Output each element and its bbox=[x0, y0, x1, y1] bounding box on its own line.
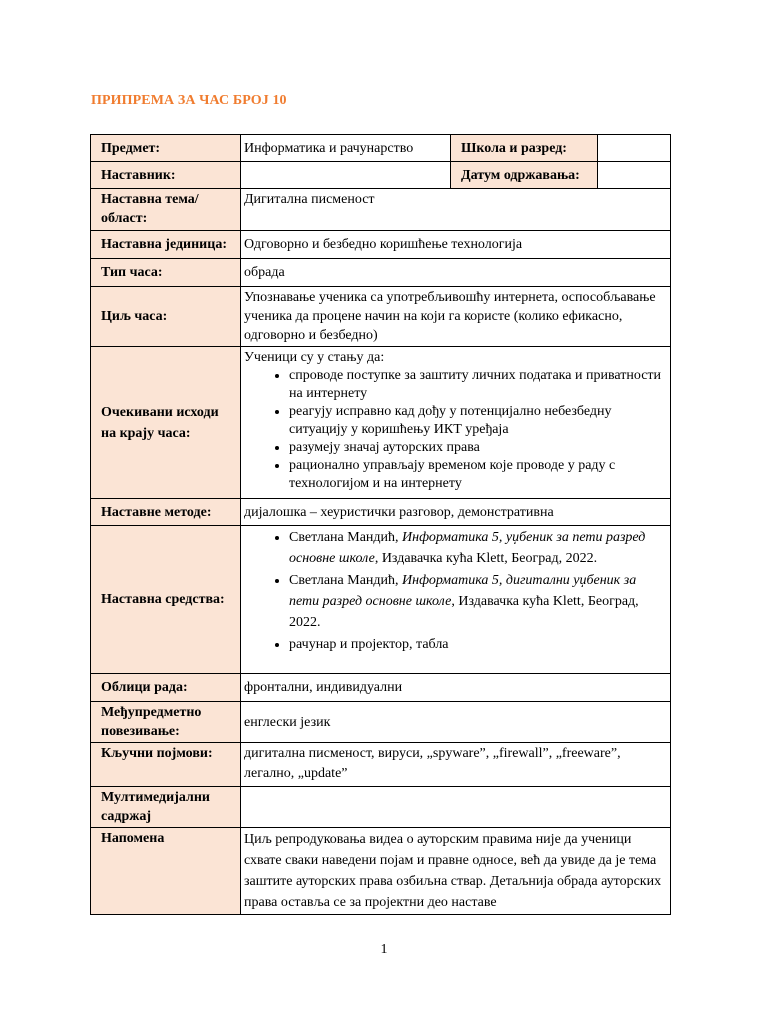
row-outcomes bbox=[91, 347, 671, 499]
row-methods bbox=[91, 499, 671, 526]
means-book-title: Информатика 5, дигитални уџбеник за пети разред основне школе bbox=[289, 573, 637, 609]
outcome-item: • реагују исправно кад дођу у потенцијално небезбедну ситуацију у коришћењу ИКТ уређаја bbox=[289, 403, 666, 439]
crosscurricular-value: енглески језик bbox=[241, 702, 671, 743]
row-subject bbox=[91, 135, 671, 162]
means-value bbox=[241, 526, 671, 674]
lesson-plan-table bbox=[90, 134, 671, 915]
page-title: ПРИПРЕМА ЗА ЧАС БРОЈ 10 bbox=[91, 93, 287, 108]
row-crosscurricular bbox=[91, 702, 671, 743]
means-author: Светлана Мандић, bbox=[289, 530, 403, 545]
multimedia-value bbox=[241, 787, 671, 828]
row-goal bbox=[91, 287, 671, 347]
outcome-item: • рационално управљају временом које проводе у раду с технологијом и на интернету bbox=[289, 457, 666, 493]
goal-value: Упознавање ученика са употребљивошћу интернета, оспособљавање ученика да процене начин на који га користе (колико ефикасно, одговорно и безбедно) bbox=[241, 287, 671, 347]
means-item: • рачунар и пројектор, табла bbox=[289, 634, 666, 655]
teacher-value bbox=[241, 162, 451, 189]
note-value: Циљ репродуковања видеа о ауторским правима није да ученици схвате сваки наведени појам и правне односе, већ да увиде да је тема заштите ауторских права озбиљна ствар. Детаљнија обрада ауторских права оставља се за пројектни део наставе bbox=[241, 828, 671, 915]
subject-label: Предмет: bbox=[91, 135, 241, 162]
date-value bbox=[598, 162, 671, 189]
forms-value: фронтални, индивидуални bbox=[241, 674, 671, 702]
date-label: Датум одржавања: bbox=[451, 162, 598, 189]
keywords-value: дигитална писменост, вируси, „spyware”, „firewall”, „freeware”, легално, „update” bbox=[241, 743, 671, 787]
means-label: Наставна средства: bbox=[91, 526, 241, 674]
type-value: обрада bbox=[241, 259, 671, 287]
means-publisher: , Издавачка кућа Klett, Београд, 2022. bbox=[289, 594, 639, 630]
means-author: Светлана Мандић, bbox=[289, 573, 403, 588]
methods-label: Наставне методе: bbox=[91, 499, 241, 526]
outcomes-intro: Ученици су у стању да: bbox=[244, 350, 385, 365]
subject-value: Информатика и рачунарство bbox=[241, 135, 451, 162]
school-label: Школа и разред: bbox=[451, 135, 598, 162]
means-item bbox=[289, 570, 666, 633]
row-multimedia bbox=[91, 787, 671, 828]
outcome-item: • спроводе поступке за заштиту личних података и приватности на интернету bbox=[289, 367, 666, 403]
goal-label: Циљ часа: bbox=[91, 287, 241, 347]
row-topic bbox=[91, 189, 671, 231]
row-note bbox=[91, 828, 671, 915]
note-label: Напомена bbox=[91, 828, 241, 915]
row-means bbox=[91, 526, 671, 674]
forms-label: Облици рада: bbox=[91, 674, 241, 702]
outcome-item: • разумеју значај ауторских права bbox=[289, 439, 666, 457]
outcomes-list bbox=[244, 367, 666, 493]
row-teacher bbox=[91, 162, 671, 189]
unit-label: Наставна јединица: bbox=[91, 231, 241, 259]
row-forms bbox=[91, 674, 671, 702]
row-unit bbox=[91, 231, 671, 259]
keywords-label: Кључни појмови: bbox=[91, 743, 241, 787]
outcomes-label: Очекивани исходи на крају часа: bbox=[91, 347, 241, 499]
row-type bbox=[91, 259, 671, 287]
means-book-title: Информатика 5, уџбеник за пети разред основне школе bbox=[289, 530, 646, 566]
multimedia-label: Мултимедијални садржај bbox=[91, 787, 241, 828]
methods-value: дијалошка – хеуристички разговор, демонстративна bbox=[241, 499, 671, 526]
teacher-label: Наставник: bbox=[91, 162, 241, 189]
topic-label: Наставна тема/област: bbox=[91, 189, 241, 231]
outcomes-value bbox=[241, 347, 671, 499]
type-label: Тип часа: bbox=[91, 259, 241, 287]
unit-value: Одговорно и безбедно коришћење технологија bbox=[241, 231, 671, 259]
means-item bbox=[289, 527, 666, 569]
crosscurricular-label: Међупредметно повезивање: bbox=[91, 702, 241, 743]
means-list bbox=[244, 527, 666, 655]
page-number: 1 bbox=[380, 942, 388, 957]
topic-value: Дигитална писменост bbox=[241, 189, 671, 231]
row-keywords bbox=[91, 743, 671, 787]
means-publisher: , Издавачка кућа Klett, Београд, 2022. bbox=[374, 551, 598, 566]
school-value bbox=[598, 135, 671, 162]
